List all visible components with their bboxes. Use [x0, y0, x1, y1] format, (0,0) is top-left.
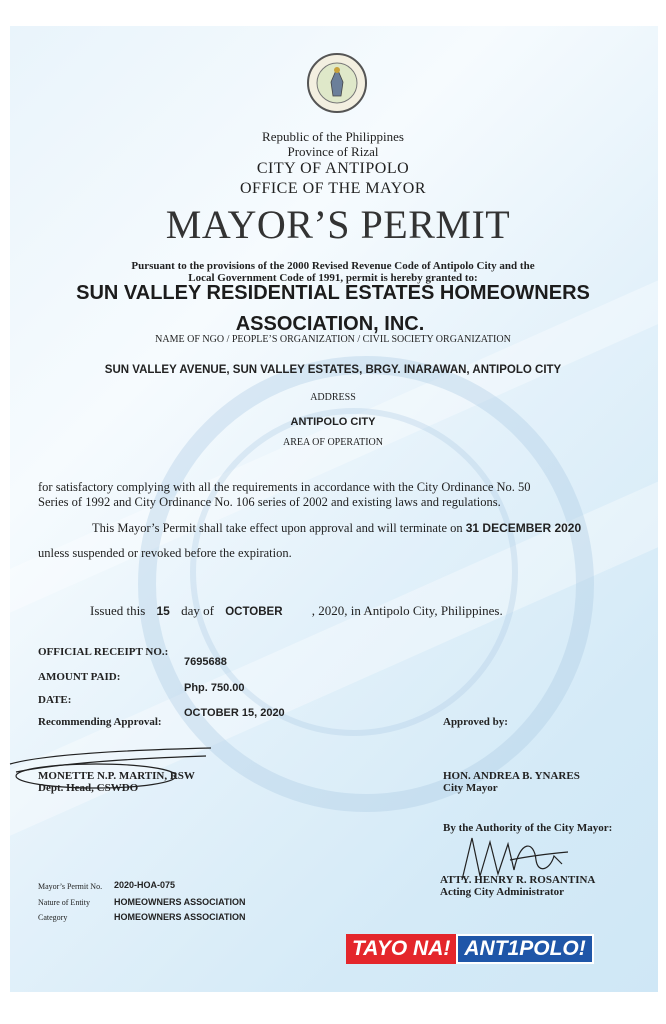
permit-title: MAYOR’S PERMIT	[165, 202, 511, 247]
issued-year: , 2020	[311, 603, 345, 618]
unless-text: unless suspended or revoked before the expiration.	[38, 546, 292, 560]
city-line: CITY OF ANTIPOLO	[256, 160, 410, 177]
recommending-name: MONETTE N.P. MARTIN, RSW	[38, 770, 195, 782]
address-label: ADDRESS	[310, 392, 356, 403]
preamble-line-2: Local Government Code of 1991, permit is hereby granted to:	[188, 272, 478, 284]
approved-by-label: Approved by:	[443, 716, 508, 728]
grantee-name-label: NAME OF NGO / PEOPLE’S ORGANIZATION / CIVIL SOCIETY ORGANIZATION	[155, 334, 511, 345]
province-line: Province of Rizal	[287, 144, 379, 159]
effect-sentence: This Mayor’s Permit shall take effect upon approval and will terminate on	[92, 521, 463, 535]
grantee-name-line-1: SUN VALLEY RESIDENTIAL ESTATES HOMEOWNERS	[76, 282, 590, 304]
grantee-address: SUN VALLEY AVENUE, SUN VALLEY ESTATES, BRGY. INARAWAN, ANTIPOLO CITY	[104, 364, 562, 376]
date-label: DATE:	[38, 694, 72, 706]
amount-paid: Php. 750.00	[184, 682, 245, 694]
category-label: Category	[38, 913, 68, 922]
nature-of-entity: HOMEOWNERS ASSOCIATION	[114, 897, 246, 907]
compliance-line-1: for satisfactory complying with all the requirements in accordance with the City Ordinance No. 50	[38, 480, 531, 494]
authority-label: By the Authority of the City Mayor:	[443, 822, 613, 834]
compliance-line-2: Series of 1992 and City Ordinance No. 106 series of 2002 and existing laws and regulations.	[38, 495, 501, 509]
logo-tag-right: ANT1POLO!	[456, 934, 593, 964]
nature-label: Nature of Entity	[38, 898, 90, 907]
mayor-title: City Mayor	[443, 782, 498, 794]
issued-line	[90, 603, 503, 619]
receipt-number: 7695688	[184, 656, 227, 668]
amount-label: AMOUNT PAID:	[38, 671, 121, 683]
office-line: OFFICE OF THE MAYOR	[240, 180, 426, 197]
grantee-name-line-2: ASSOCIATION, INC.	[235, 313, 425, 335]
mayor-name: HON. ANDREA B. YNARES	[443, 770, 580, 782]
issued-month: OCTOBER	[225, 606, 283, 618]
preamble-line-1: Pursuant to the provisions of the 2000 Revised Revenue Code of Antipolo City and the	[131, 260, 535, 272]
termination-date: 31 DECEMBER 2020	[465, 521, 582, 535]
issued-suffix: , in Antipolo City, Philippines.	[344, 603, 503, 618]
tayo-na-antipolo-logo	[346, 934, 594, 964]
issued-prefix: Issued this	[90, 603, 146, 618]
area-label: AREA OF OPERATION	[282, 437, 383, 448]
administrator-title: Acting City Administrator	[440, 886, 565, 898]
effect-text	[92, 521, 581, 536]
payment-date: OCTOBER 15, 2020	[184, 707, 285, 719]
issued-day: 15	[156, 604, 170, 618]
logo-tag-left: TAYO NA!	[346, 934, 456, 964]
recommending-approval-label: Recommending Approval:	[38, 716, 162, 728]
administrator-name: ATTY. HENRY R. ROSANTINA	[440, 874, 596, 886]
city-seal-icon	[306, 52, 368, 114]
permit-no: 2020-HOA-075	[114, 880, 176, 890]
permit-no-label: Mayor’s Permit No.	[38, 882, 103, 891]
area-of-operation: ANTIPOLO CITY	[290, 416, 376, 428]
recommending-title: Dept. Head, CSWDO	[38, 782, 139, 794]
receipt-label: OFFICIAL RECEIPT NO.:	[38, 646, 169, 658]
issued-day-of: day of	[181, 603, 214, 618]
category: HOMEOWNERS ASSOCIATION	[114, 912, 246, 922]
republic-line: Republic of the Philippines	[262, 129, 404, 144]
